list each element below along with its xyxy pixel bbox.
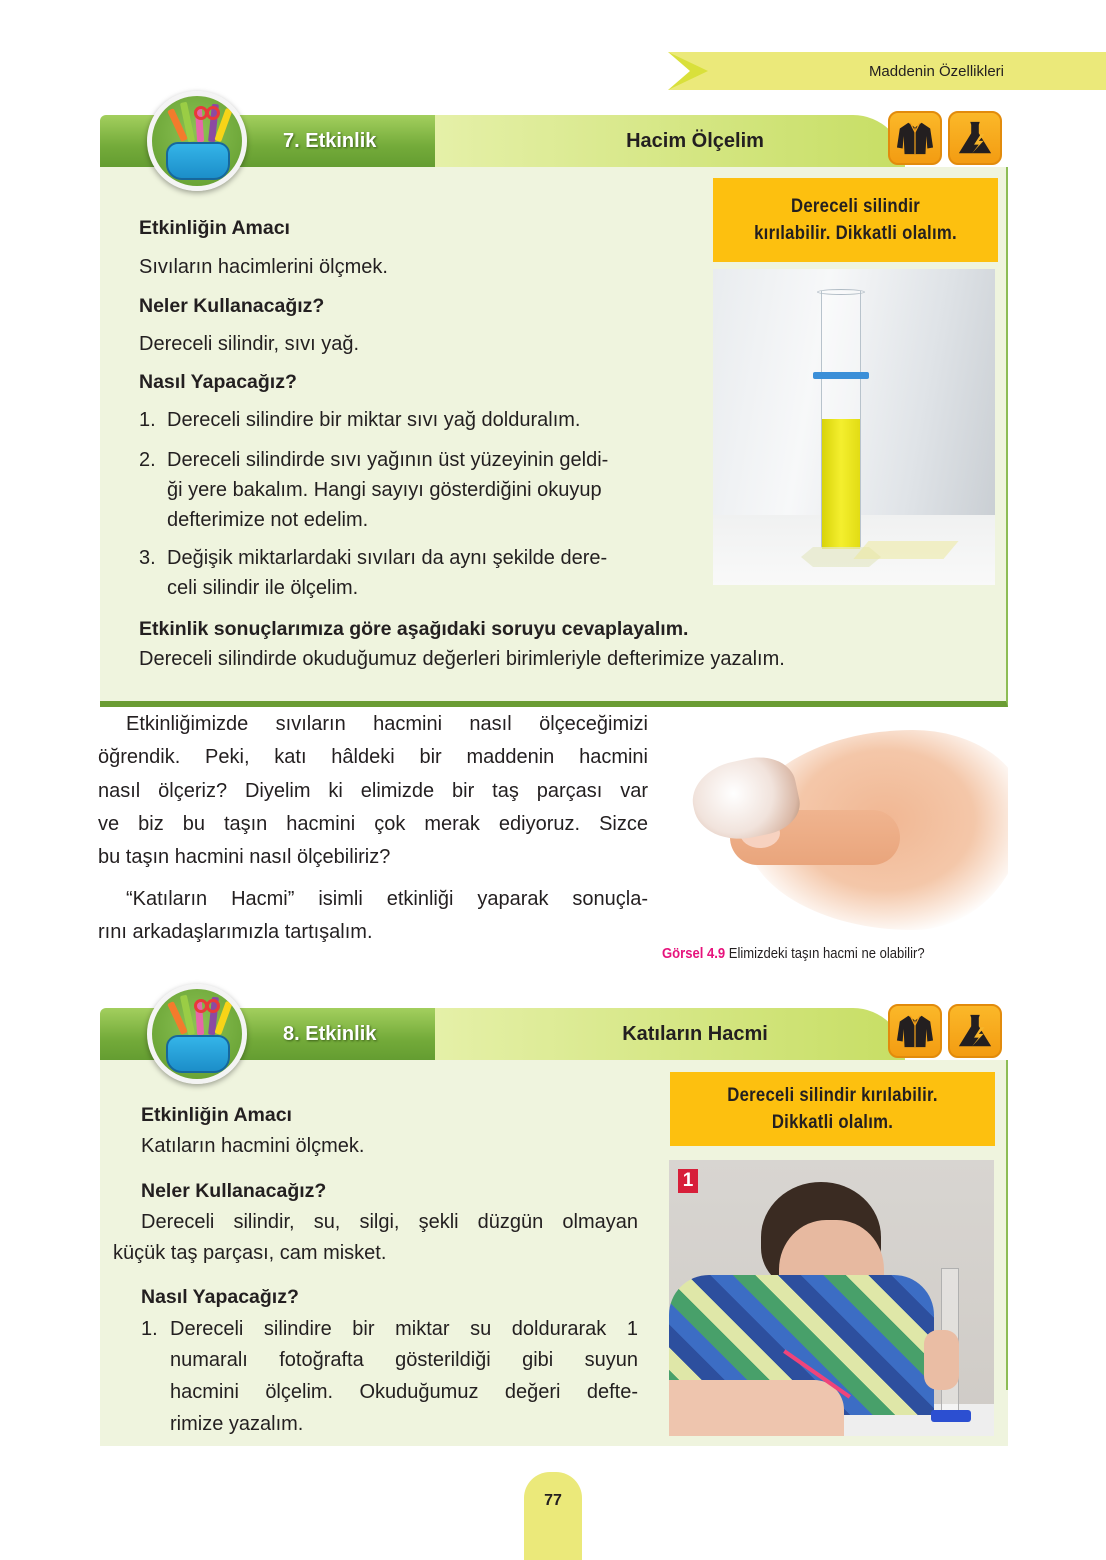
flask-hazard-icon (948, 111, 1002, 165)
result-text: Dereceli silindirde okuduğumuz değerleri birimleriyle defterimize yazalım. (139, 648, 785, 670)
step-text: ği yere bakalım. Hangi sayıyı gösterdiğini okuyup (167, 479, 602, 501)
step-number: 3. (139, 547, 156, 569)
lab-coat-icon (888, 111, 942, 165)
intro-line: öğrendik. Peki, katı hâldeki bir maddenin hacmini (98, 746, 648, 768)
intro-line: ve biz bu taşın hacmini çok merak ediyoruz. Sizce (98, 813, 648, 835)
intro-line: nasıl ölçeriz? Diyelim ki elimizde bir taş parçası var (98, 780, 648, 802)
hand-holding-stone-photo (625, 710, 1008, 935)
materials-heading: Neler Kullanacağız? (141, 1180, 327, 1202)
step-text: Dereceli silindire bir miktar sıvı yağ dolduralım. (167, 409, 581, 431)
step-text: defterimize not edelim. (167, 509, 369, 531)
step-text: Dereceli silindirde sıvı yağının üst yüzeyinin geldi- (167, 449, 609, 471)
graduated-cylinder-photo (713, 269, 995, 585)
safety-warning (670, 1072, 995, 1146)
figure-label: Görsel 4.9 (662, 946, 726, 962)
step-text: celi silindir ile ölçelim. (167, 577, 359, 599)
running-header (668, 52, 1106, 90)
intro-line: bu taşın hacmini nasıl ölçebiliriz? (98, 846, 391, 868)
warning-line-2: Dikkatli olalım. (771, 1112, 894, 1133)
warning-line-1: Dereceli silindir kırılabilir. (727, 1085, 938, 1106)
figure-caption-text: Elimizdeki taşın hacmi ne olabilir? (725, 946, 925, 962)
activity-number: 8. Etkinlik (283, 1023, 377, 1045)
materials-text: küçük taş parçası, cam misket. (113, 1242, 387, 1264)
lab-coat-icon (888, 1004, 942, 1058)
materials-heading: Neler Kullanacağız? (139, 295, 325, 317)
step-text: Dereceli silindire bir miktar su doldurarak 1 (170, 1318, 638, 1340)
warning-line-2: kırılabilir. Dikkatli olalım. (754, 223, 957, 244)
pencil-case-icon (147, 91, 247, 191)
step-number: 2. (139, 449, 156, 471)
intro-line: Etkinliğimizde sıvıların hacmini nasıl ölçeceğimizi (126, 713, 648, 735)
activity-number: 7. Etkinlik (283, 130, 377, 152)
activity-body-right-border (1006, 1060, 1008, 1390)
activity-title: Katıların Hacmi (622, 1023, 768, 1045)
student-measuring-photo (669, 1160, 994, 1436)
intro-line: “Katıların Hacmi” isimli etkinliği yaparak sonuçla- (126, 888, 648, 910)
chapter-title: Maddenin Özellikleri (868, 63, 1004, 80)
step-number: 1. (141, 1318, 158, 1340)
result-heading: Etkinlik sonuçlarımıza göre aşağıdaki soruyu cevaplayalım. (139, 618, 689, 640)
step-text: hacmini ölçelim. Okuduğumuz değeri defte- (170, 1381, 638, 1403)
step-number: 1. (139, 409, 156, 431)
aim-heading: Etkinliğin Amacı (139, 217, 290, 239)
page-number: 77 (524, 1472, 582, 1560)
figure-caption (662, 946, 925, 962)
step-text: rimize yazalım. (170, 1413, 304, 1435)
materials-text: Dereceli silindir, sıvı yağ. (139, 333, 360, 355)
steps-heading: Nasıl Yapacağız? (141, 1286, 299, 1308)
warning-line-1: Dereceli silindir (790, 196, 921, 217)
intro-line: rını arkadaşlarımızla tartışalım. (98, 921, 373, 943)
step-text: numaralı fotoğrafta gösterildiği gibi suyun (170, 1349, 638, 1371)
aim-heading: Etkinliğin Amacı (141, 1104, 292, 1126)
aim-text: Katıların hacmini ölçmek. (141, 1135, 365, 1157)
safety-warning (713, 178, 998, 262)
materials-text: Dereceli silindir, su, silgi, şekli düzgün olmayan (141, 1211, 638, 1233)
flask-hazard-icon (948, 1004, 1002, 1058)
steps-heading: Nasıl Yapacağız? (139, 371, 297, 393)
aim-text: Sıvıların hacimlerini ölçmek. (139, 256, 388, 278)
activity-title: Hacim Ölçelim (626, 130, 764, 152)
step-text: Değişik miktarlardaki sıvıları da aynı şekilde dere- (167, 547, 608, 569)
pencil-case-icon (147, 984, 247, 1084)
photo-number-badge: 1 (678, 1169, 698, 1193)
